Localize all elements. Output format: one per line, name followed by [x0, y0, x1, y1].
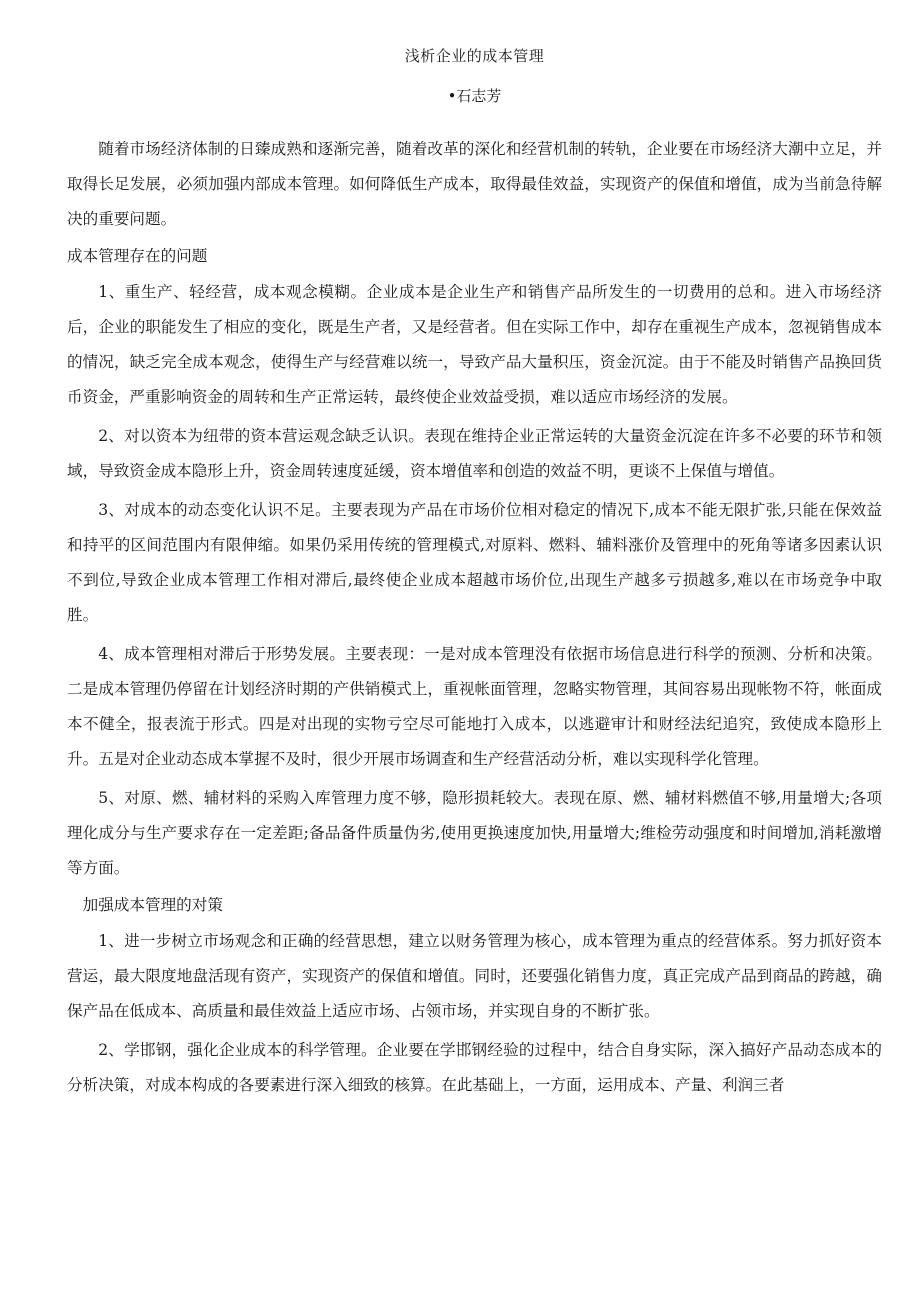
document-title: 浅析企业的成本管理 — [404, 47, 545, 65]
measure-paragraph-2: 2、学邯钢，强化企业成本的科学管理。企业要在学邯钢经验的过程中，结合自身实际，深入搞好产品动态成本的分析决策，对成本构成的各要素进行深入细致的核算。在此基础上，一方面，运用成本、产量、利润三者 — [67, 1041, 882, 1094]
document-author: •石志芳 — [447, 87, 502, 105]
intro-paragraph: 随着市场经济体制的日臻成熟和逐渐完善，随着改革的深化和经营机制的转轨，企业要在市场经济大潮中立足，并取得长足发展，必须加强内部成本管理。如何降低生产成本，取得最佳效益，实现资产的保值和增值，成为当前急待解决的重要问题。 — [67, 140, 882, 228]
problem-paragraph-4: 4、成本管理相对滞后于形势发展。主要表现：一是对成本管理没有依据市场信息进行科学的预测、分析和决策。二是成本管理仍停留在计划经济时期的产供销模式上，重视帐面管理，忽略实物管理，其间容易出现帐物不符，帐面成本不健全，报表流于形式。四是对出现的实物亏空尽可能地打入成本，以逃避审计和财经法纪追究，致使成本隐形上升。五是对企业动态成本掌握不及时，很少开展市场调查和生产经营活动分析，难以实现科学化管理。 — [67, 645, 882, 768]
section-heading-problems: 成本管理存在的问题 — [67, 247, 208, 265]
measure-paragraph-1: 1、进一步树立市场观念和正确的经营思想，建立以财务管理为核心，成本管理为重点的经营体系。努力抓好资本营运，最大限度地盘活现有资产，实现资产的保值和增值。同时，还要强化销售力度，真正完成产品到商品的跨越，确保产品在低成本、高质量和最佳效益上适应市场、占领市场，并实现自身的不断扩张。 — [67, 932, 882, 1020]
document-body — [67, 132, 882, 1103]
problem-paragraph-3: 3、对成本的动态变化认识不足。主要表现为产品在市场价位相对稳定的情况下,成本不能无限扩张,只能在保效益和持平的区间范围内有限伸缩。如果仍采用传统的管理模式,对原料、燃料、辅料涨价及管理中的死角等诸多因素认识不到位,导致企业成本管理工作相对滞后,最终使企业成本超越市场价位,出现生产越多亏损越多,难以在市场竞争中取胜。 — [67, 501, 882, 624]
problem-paragraph-5: 5、对原、燃、辅材料的采购入库管理力度不够，隐形损耗较大。表现在原、燃、辅材料燃值不够,用量增大;各项理化成分与生产要求存在一定差距;备品备件质量伪劣,使用更换速度加快,用量增大;维检劳动强度和时间增加,消耗激增等方面。 — [67, 789, 882, 877]
problem-paragraph-1: 1、重生产、轻经营，成本观念模糊。企业成本是企业生产和销售产品所发生的一切费用的总和。进入市场经济后，企业的职能发生了相应的变化，既是生产者，又是经营者。但在实际工作中，却存在重视生产成本，忽视销售成本的情况，缺乏完全成本观念，使得生产与经营难以统一，导致产品大量积压，资金沉淀。由于不能及时销售产品换回货币资金，严重影响资金的周转和生产正常运转，最终使企业效益受损，难以适应市场经济的发展。 — [67, 283, 882, 406]
problem-paragraph-2: 2、对以资本为纽带的资本营运观念缺乏认识。表现在维持企业正常运转的大量资金沉淀在许多不必要的环节和领域，导致资金成本隐形上升，资金周转速度延缓，资本增值率和创造的效益不明，更谈不上保值与增值。 — [67, 427, 882, 480]
section-heading-measures: 加强成本管理的对策 — [82, 896, 223, 914]
